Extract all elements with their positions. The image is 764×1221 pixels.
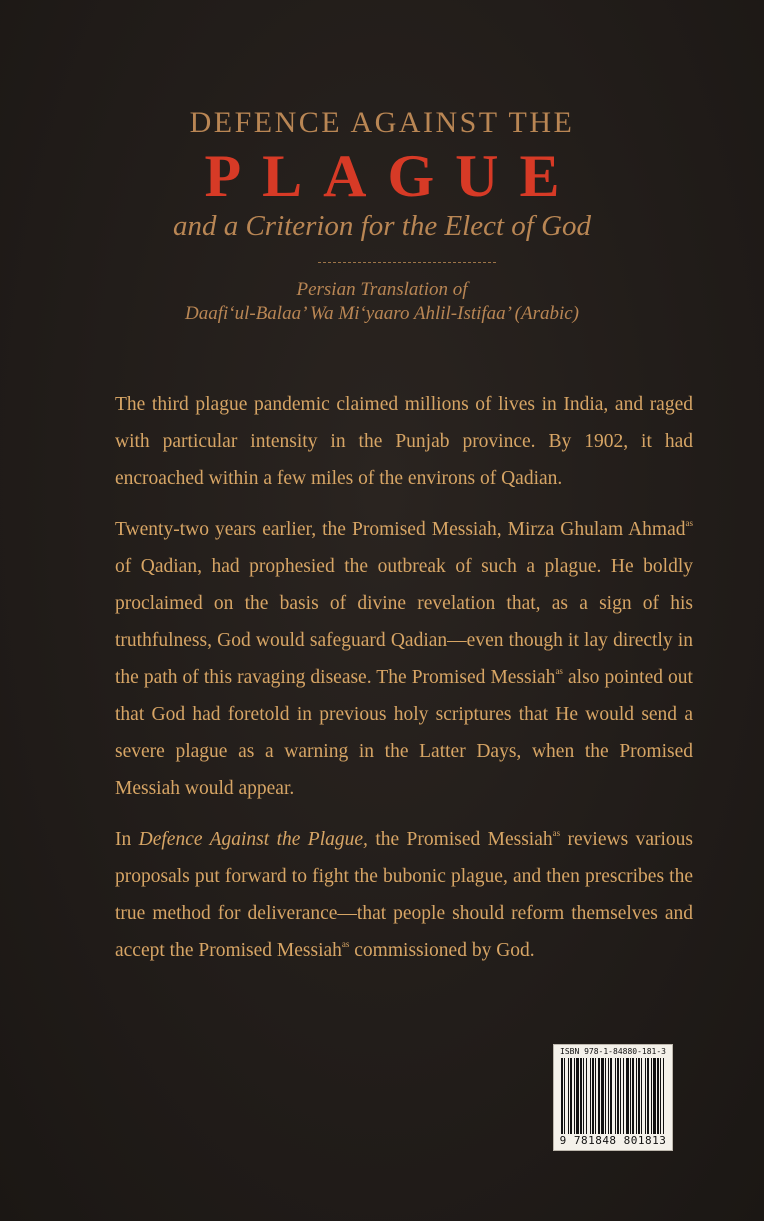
honorific-as: as	[685, 518, 693, 528]
barcode-bar	[564, 1058, 565, 1134]
blurb-p2-part-c: also pointed out that God had foretold in previous holy scriptures that He would send a severe plague as a warning in the Latter Days, when the Promised Messiah would appear.	[115, 667, 693, 799]
blurb-p3-part-b: the Promised Messiah	[367, 829, 553, 850]
blurb-p3-part-a: In	[115, 829, 139, 850]
barcode-bar	[617, 1058, 619, 1134]
barcode-bar	[623, 1058, 624, 1134]
barcode-bar	[626, 1058, 629, 1134]
barcode-bar	[605, 1058, 606, 1134]
title-main: PLAGUE	[204, 143, 581, 209]
blurb-paragraph-3	[115, 821, 693, 969]
barcode-bar	[590, 1058, 591, 1134]
barcode-bar	[610, 1058, 612, 1134]
title-line-1: DEFENCE AGAINST THE	[189, 106, 575, 139]
isbn-label: ISBN 978-1-84880-181-3	[560, 1047, 666, 1056]
barcode-bar	[586, 1058, 587, 1134]
barcode-bar	[561, 1058, 563, 1134]
barcode-bar	[601, 1058, 604, 1134]
barcode-bars	[559, 1058, 667, 1134]
blurb-paragraph-1: The third plague pandemic claimed millions of lives in India, and raged with particular intensity in the Punjab province. By 1902, it had encroached within a few miles of the environs of Qadian.	[115, 394, 693, 489]
translation-line-2: Daafi‘ul-Balaa’ Wa Mi‘yaaro Ahlil-Istifaa’ (Arabic)	[184, 303, 580, 324]
barcode-number: 9 781848 801813	[559, 1134, 667, 1147]
blurb-paragraph-2	[115, 511, 693, 807]
honorific-as: as	[341, 939, 350, 949]
barcode-bar	[651, 1058, 652, 1134]
blurb-p2-part-a: Twenty-two years earlier, the Promised Messiah, Mirza Ghulam Ahmad	[115, 519, 686, 540]
barcode-bar	[592, 1058, 594, 1134]
barcode-bar	[647, 1058, 649, 1134]
barcode-bar	[583, 1058, 584, 1134]
barcode-bar	[620, 1058, 621, 1134]
barcode-bar	[580, 1058, 582, 1134]
barcode-bar	[660, 1058, 661, 1134]
blurb-p3-part-c: reviews various proposals put forward to fight the bubonic plague, and then prescribes the true method for deliverance—that people should reform themselves and accept the Promised Messiah	[115, 829, 693, 961]
barcode-bar	[576, 1058, 579, 1134]
honorific-as: as	[552, 828, 561, 838]
barcode-bar	[570, 1058, 572, 1134]
barcode-bar	[653, 1058, 656, 1134]
barcode-bar	[632, 1058, 634, 1134]
translation-note	[0, 278, 764, 326]
barcode-bar	[630, 1058, 631, 1134]
barcode-bar	[641, 1058, 642, 1134]
barcode-bar	[568, 1058, 569, 1134]
honorific-as: as	[555, 666, 563, 676]
isbn-barcode	[553, 1044, 673, 1151]
blurb-p3-part-d: commissioned by God.	[349, 940, 535, 961]
barcode-bar	[595, 1058, 596, 1134]
barcode-bar	[615, 1058, 616, 1134]
barcode-bar	[636, 1058, 637, 1134]
barcode-bar	[657, 1058, 659, 1134]
barcode-bar	[598, 1058, 600, 1134]
subtitle: and a Criterion for the Elect of God	[172, 210, 592, 242]
barcode-bar	[663, 1058, 664, 1134]
blurb	[115, 386, 693, 983]
book-title-italic: Defence Against the Plague,	[138, 829, 368, 850]
barcode-bar	[638, 1058, 640, 1134]
translation-line-1: Persian Translation of	[296, 279, 468, 300]
divider	[318, 262, 496, 263]
blurb-p2-part-b: of Qadian, had prophesied the outbreak of such a plague. He boldly proclaimed on the basis of divine revelation that, as a sign of his truthfulness, God would safeguard Qadian—even though it lay directly in the path of this ravaging disease. The Promised Messiah	[115, 556, 693, 688]
barcode-bar	[608, 1058, 609, 1134]
barcode-bar	[574, 1058, 575, 1134]
barcode-bar	[645, 1058, 646, 1134]
